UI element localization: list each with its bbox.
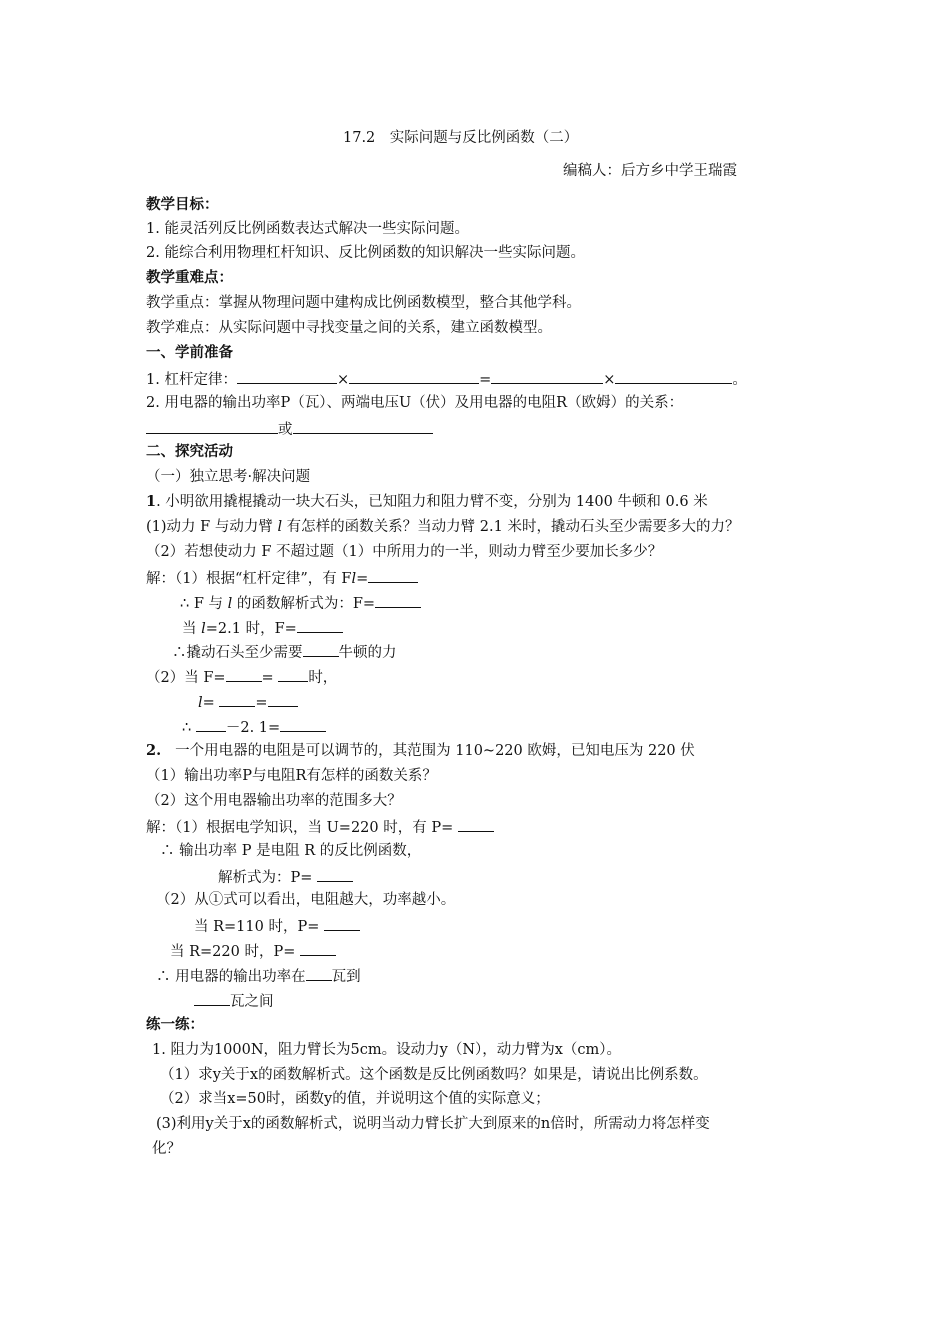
sol-text: = <box>261 670 279 686</box>
solution1-line4 <box>172 641 397 663</box>
blank <box>280 716 326 732</box>
sol-text: 瓦到 <box>331 969 361 985</box>
solution1-line3 <box>182 617 343 639</box>
or-word: 或 <box>278 422 293 438</box>
solution2-line1 <box>146 816 494 838</box>
sol-text: 解析式为：P= <box>218 870 318 886</box>
sol-text: =2.1 时，F= <box>205 621 297 637</box>
sol-text: 当 <box>182 621 202 637</box>
problem1-q2: （2）若想使动力 F 不超过题（1）中所用力的一半，则动力臂至少要加长多少？ <box>146 544 663 560</box>
sol-text: ∴ F 与 <box>180 596 228 612</box>
solution1-line6 <box>198 691 298 713</box>
practice-line: (3)利用y关于x的函数解析式，说明当动力臂长扩大到原来的n倍时，所需动力将怎样变 <box>156 1116 710 1132</box>
sol-text: ∴撬动石头至少需要 <box>172 645 303 661</box>
goal-item: 1. 能灵活列反比例函数表达式解决一些实际问题。 <box>146 221 469 237</box>
lever-law-label: 1. 杠杆定律： <box>146 372 237 388</box>
blank <box>300 940 336 956</box>
blank <box>194 990 230 1006</box>
problem2-q2: （2）这个用电器输出功率的范围多大？ <box>146 793 402 809</box>
solution1-line1 <box>146 567 418 589</box>
author-line: 编稿人：后方乡中学王瑞霞 <box>563 163 737 179</box>
var-l: l <box>201 621 206 637</box>
practice-line: 化？ <box>152 1141 181 1157</box>
practice-line: （2）求当x=50时，函数y的值，并说明这个值的实际意义； <box>160 1091 550 1107</box>
page-title: 17.2 实际问题与反比例函数（二） <box>343 130 579 146</box>
times-sign: × <box>603 372 616 388</box>
problem-number: 2. <box>146 742 162 759</box>
times-sign: × <box>336 372 350 388</box>
sol-text: 解：（1）根据“杠杆定律”，有 F <box>146 571 352 587</box>
q-text: (1)动力 F 与动力臂 <box>146 519 278 535</box>
blank <box>219 691 255 707</box>
solution2-line4: （2）从①式可以看出，电阻越大，功率越小。 <box>156 892 456 908</box>
blank <box>324 915 360 931</box>
equals-sign: = <box>479 372 492 388</box>
blank <box>226 666 262 682</box>
solution1-line7 <box>182 716 326 738</box>
solution2-line2: ∴ 输出功率 P 是电阻 R 的反比例函数， <box>160 843 422 859</box>
sol-text: ∴ <box>182 720 196 736</box>
blank <box>293 418 433 434</box>
period: 。 <box>732 372 747 388</box>
problem2-q1: （1）输出功率P与电阻R有怎样的函数关系？ <box>146 768 437 784</box>
blank <box>303 641 339 657</box>
blank <box>196 716 226 732</box>
problem2-stem <box>146 741 695 761</box>
sol-text: 瓦之间 <box>230 994 274 1010</box>
blank <box>375 592 421 608</box>
solution2-line8 <box>194 990 274 1012</box>
sol-text: 牛顿的力 <box>338 645 397 661</box>
sol-text: （2）当 F= <box>146 670 226 686</box>
blank <box>237 368 337 384</box>
practice-heading: 练一练： <box>146 1016 204 1033</box>
solution2-line6 <box>170 940 336 962</box>
solution2-line5 <box>194 915 360 937</box>
sol-text: －2. 1= <box>225 720 281 736</box>
solution1-line2 <box>180 592 421 614</box>
sol-text: = <box>202 695 220 711</box>
problem-text: 一个用电器的电阻是可以调节的，其范围为 110~220 欧姆，已知电压为 220 伏 <box>175 743 695 759</box>
solution2-line7 <box>156 965 361 987</box>
blank <box>146 418 278 434</box>
blank <box>458 816 494 832</box>
prep-heading: 一、学前准备 <box>146 344 233 361</box>
power-relation-blanks <box>146 418 433 440</box>
goal-item: 2. 能综合利用物理杠杆知识、反比例函数的知识解决一些实际问题。 <box>146 245 585 261</box>
var-l: l <box>198 695 203 711</box>
var-l: l <box>227 596 233 612</box>
practice-line: 1. 阻力为1000N，阻力臂长为5cm。设动力y（N），动力臂为x（cm）。 <box>152 1042 622 1058</box>
solution1-line5 <box>146 666 337 688</box>
lever-law-line <box>146 368 747 390</box>
blank <box>368 567 418 583</box>
blank <box>349 368 479 384</box>
key-difficult: 教学难点：从实际问题中寻找变量之间的关系，建立函数模型。 <box>146 320 552 336</box>
sol-text: ∴ 用电器的输出功率在 <box>156 969 306 985</box>
practice-line: （1）求y关于x的函数解析式。这个函数是反比例函数吗？如果是，请说出比例系数。 <box>160 1067 708 1083</box>
goals-heading: 教学目标： <box>146 196 219 213</box>
key-important: 教学重点：掌握从物理问题中建构成比例函数模型，整合其他学科。 <box>146 295 581 311</box>
blank <box>306 965 332 981</box>
power-relation-text: 2. 用电器的输出功率P（瓦）、两端电压U（伏）及用电器的电阻R（欧姆）的关系： <box>146 395 684 411</box>
var-l: l <box>351 571 357 587</box>
problem-number: 1 <box>146 493 157 510</box>
blank <box>297 617 343 633</box>
explore-heading: 二、探究活动 <box>146 443 233 460</box>
sol-text: 当 R=220 时，P= <box>170 944 300 960</box>
sol-text: 的函数解析式为：F= <box>232 596 376 612</box>
blank <box>278 666 308 682</box>
problem1-stem <box>146 492 708 512</box>
explore-sub: （一）独立思考·解决问题 <box>146 469 311 485</box>
sol-text: = <box>255 695 268 711</box>
blank <box>615 368 732 384</box>
var-l: l <box>277 519 283 535</box>
q-text: 有怎样的函数关系？当动力臂 2.1 米时，撬动石头至少需要多大的力？ <box>282 519 740 535</box>
problem-text: . 小明欲用撬棍撬动一块大石头，已知阻力和阻力臂不变，分别为 1400 牛顿和 0.6 米 <box>156 494 708 510</box>
sol-text: = <box>356 571 369 587</box>
sol-text: 当 R=110 时，P= <box>194 919 324 935</box>
sol-text: 解：（1）根据电学知识，当 U=220 时，有 P= <box>146 820 458 836</box>
blank <box>491 368 603 384</box>
sol-text: 时， <box>308 670 338 686</box>
blank <box>268 691 298 707</box>
solution2-line3 <box>218 866 353 888</box>
blank <box>317 866 353 882</box>
problem1-q1 <box>146 517 739 537</box>
keypoints-heading: 教学重难点： <box>146 269 233 286</box>
